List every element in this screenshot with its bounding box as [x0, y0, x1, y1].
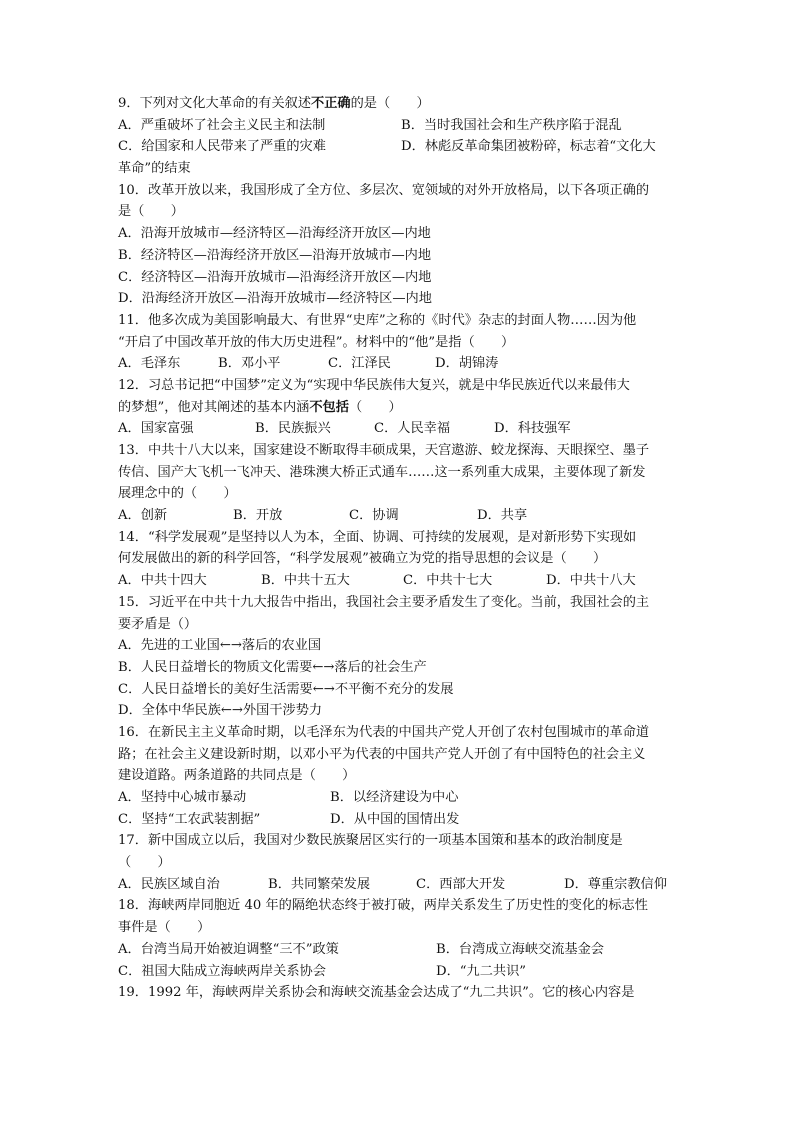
q12-option-b: B．民族振兴 [255, 421, 331, 437]
q10-option-d: D．沿海经济开放区—沿海开放城市—经济特区—内地 [118, 291, 432, 307]
q12-option-a: A．国家富强 [118, 421, 194, 437]
q9-option-a: A．严重破坏了社会主义民主和法制 [118, 117, 326, 133]
q11-option-d: D．胡锦涛 [435, 356, 499, 372]
q16-option-b: B．以经济建设为中心 [330, 790, 459, 805]
q10-option-a: A．沿海开放城市—经济特区—沿海经济开放区—内地 [118, 226, 431, 242]
q11-option-c: C．江泽民 [328, 356, 391, 372]
q15-stem-line2: 要矛盾是（） [118, 616, 198, 632]
q9-option-d: D．林彪反革命集团被粉碎，标志着“文化大 [401, 139, 656, 155]
q16-option-a: A．坚持中心城市暴动 [118, 790, 247, 805]
q17-options [118, 874, 678, 896]
q16-stem-line1: 16．在新民主主义革命时期，以毛泽东为代表的中国共产党人开创了农村包围城市的革命道 [118, 724, 650, 740]
q12-options [118, 418, 678, 440]
q10-stem-line2: 是（ ） [118, 204, 184, 220]
q16-option-c: C．坚持“工农武装割据” [118, 811, 261, 827]
q9-emphasis: 不正确 [311, 96, 351, 111]
q9-options-cd [118, 136, 678, 158]
q10-option-b: B．经济特区—沿海经济开放区—沿海开放城市—内地 [118, 247, 432, 263]
q13-options [118, 505, 678, 527]
q11-stem-line1: 11．他多次成为美国影响最大、有世界“史库”之称的《时代》杂志的封面人物……因为他 [118, 312, 637, 328]
q14-options [118, 570, 678, 592]
q16-option-d: D．从中国的国情出发 [330, 811, 460, 827]
q15-option-c: C．人民日益增长的美好生活需要←→不平衡不充分的发展 [118, 681, 454, 697]
q18-option-b: B．台湾成立海峡交流基金会 [436, 941, 604, 957]
q13-stem-line1: 13．中共十八大以来，国家建设不断取得丰硕成果，天宫遨游、蛟龙探海、天眼探空、墨子 [118, 443, 650, 458]
q16-options-cd [118, 809, 678, 831]
q17-option-a: A．民族区域自治 [118, 876, 220, 892]
q15-stem-line1: 15．习近平在中共十九大报告中指出，我国社会主要矛盾发生了变化。当前，我国社会的主 [118, 594, 650, 610]
q9-option-d-continued: 革命”的结束 [118, 161, 191, 177]
q18-options-ab [118, 939, 678, 961]
q11-stem-line2: “开启了中国改革开放的伟大历史进程”。材料中的“他”是指（ ） [118, 334, 515, 350]
q17-option-b: B．共同繁荣发展 [268, 876, 371, 892]
q12-stem-line1: 12．习总书记把“中国梦”定义为“实现中华民族伟大复兴，就是中华民族近代以来最伟大 [118, 377, 630, 393]
q18-option-a: A．台湾当局开始被迫调整“三不”政策 [118, 941, 339, 957]
q14-option-a: A．中共十四大 [118, 573, 207, 589]
q13-option-b: B．开放 [233, 508, 283, 524]
q11-options [118, 353, 678, 375]
q18-options-cd [118, 961, 678, 983]
q14-stem-line2: 何发展做出的新的科学回答，“科学发展观”被确立为党的指导思想的会议是（ ） [118, 551, 607, 567]
q18-option-d: D．“九二共识” [436, 963, 526, 979]
q11-option-a: A．毛泽东 [118, 356, 181, 372]
exam-page [118, 93, 678, 1004]
q13-option-a: A．创新 [118, 508, 168, 524]
q13-stem-line3: 展理念中的（ ） [118, 486, 237, 502]
q12-option-c: C．人民幸福 [374, 421, 451, 437]
q14-stem-line1: 14．“科学发展观”是坚持以人为本，全面、协调、可持续的发展观，是对新形势下实现如 [118, 529, 637, 545]
q16-stem-line3: 建设道路。两条道路的共同点是（ ） [118, 768, 356, 784]
q17-option-c: C．西部大开发 [416, 876, 506, 892]
q18-stem-line1: 18．海峡两岸同胞近 40 年的隔绝状态终于被打破，两岸关系发生了历史性的变化的标志性 [118, 898, 648, 914]
q12-stem-line2: 的梦想”，他对其阐述的基本内涵不包括（ ） [118, 399, 402, 415]
q15-option-d: D．全体中华民族←→外国干涉势力 [118, 703, 323, 719]
q17-option-d: D．尊重宗教信仰 [564, 876, 667, 892]
q16-stem-line2: 路；在社会主义建设新时期，以邓小平为代表的中国共产党人开创了有中国特色的社会主义 [118, 746, 646, 762]
q19-stem-line1: 19．1992 年，海峡两岸关系协会和海峡交流基金会达成了“九二共识”。它的核心内容是 [118, 985, 635, 1001]
q9-options-ab [118, 115, 678, 137]
q18-stem-line2: 事件是（ ） [118, 920, 211, 936]
q12-option-d: D．科技强军 [494, 421, 571, 437]
q17-stem-line1: 17．新中国成立以后，我国对少数民族聚居区实行的一项基本国策和基本的政治制度是 [118, 833, 623, 849]
q15-option-b: B．人民日益增长的物质文化需要←→落后的社会生产 [118, 659, 427, 675]
q15-option-a: A．先进的工业国←→落后的农业国 [118, 638, 322, 654]
q12-emphasis: 不包括 [309, 399, 349, 415]
q13-option-d: D．共享 [477, 508, 528, 524]
q11-option-b: B．邓小平 [218, 356, 281, 372]
q16-options-ab [118, 787, 678, 809]
q17-stem-line2: （ ） [118, 855, 171, 871]
q14-option-d: D．中共十八大 [546, 573, 636, 589]
q13-option-c: C．协调 [349, 508, 399, 524]
q9-stem: 9．下列对文化大革命的有关叙述不正确的是（ ） [118, 96, 430, 111]
q9-option-c: C．给国家和人民带来了严重的灾难 [118, 139, 326, 155]
q18-option-c: C．祖国大陆成立海峡两岸关系协会 [118, 963, 326, 979]
q14-option-c: C．中共十七大 [403, 573, 493, 589]
q10-stem-line1: 10．改革开放以来，我国形成了全方位、多层次、宽领域的对外开放格局，以下各项正确的 [118, 182, 650, 198]
q14-option-b: B．中共十五大 [261, 573, 350, 589]
q13-stem-line2: 传信、国产大飞机一飞冲天、港珠澳大桥正式通车……这一系列重大成果，主要体现了新发 [118, 464, 646, 480]
q10-option-c: C．经济特区—沿海开放城市—沿海经济开放区—内地 [118, 269, 432, 285]
q9-option-b: B．当时我国社会和生产秩序陷于混乱 [401, 117, 622, 133]
